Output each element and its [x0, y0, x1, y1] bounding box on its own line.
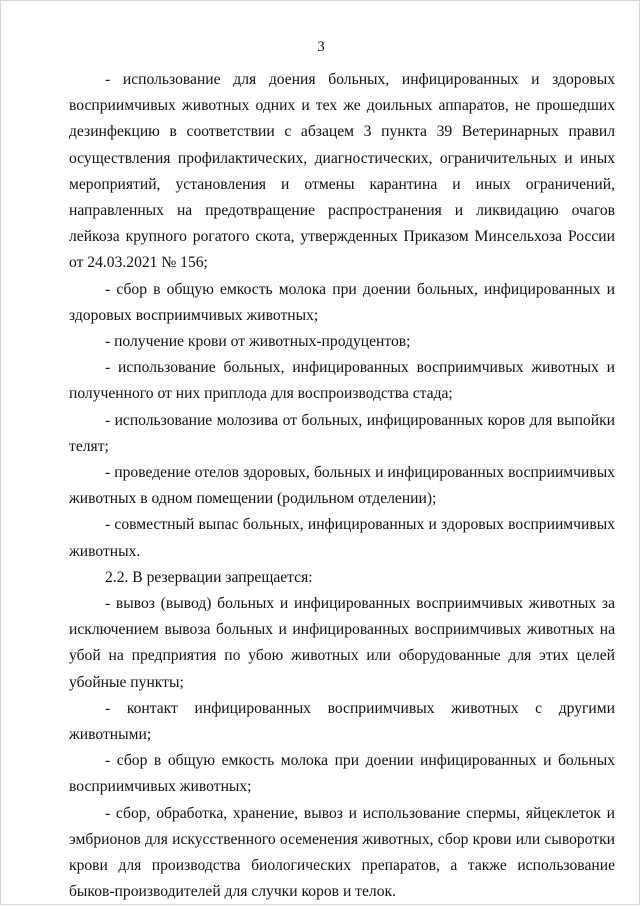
- paragraph: - использование молозива от больных, инфицированных коров для выпойки телят;: [69, 411, 615, 455]
- paragraph: - вывоз (вывод) больных и инфицированных восприимчивых животных за исключением вывоза больных и инфицированных восприимчивых животных на убой на предприятия по убою животных или оборудованные для этих целей убойные пункты;: [69, 595, 615, 691]
- paragraph: - сбор в общую емкость молока при доении инфицированных и больных восприимчивых животных;: [69, 752, 615, 796]
- paragraph: - контакт инфицированных восприимчивых животных с другими животными;: [69, 699, 615, 744]
- paragraph: - использование больных, инфицированных восприимчивых животных и полученного от них приплода для воспроизводства стада;: [69, 359, 615, 403]
- document-body: [69, 67, 615, 906]
- paragraph: - проведение отелов здоровых, больных и инфицированных восприимчивых животных в одном помещении (родильном отделении);: [69, 464, 615, 508]
- paragraph: - использование для доения больных, инфицированных и здоровых восприимчивых животных одних и тех же доильных аппаратов, не прошедших дезинфекцию в соответствии с абзацем 3 пункта 39 Ветеринарных правил осуществления профилактических, диагностических, ограничительных и иных мероприятий, установления и отмены карантина и иных ограничений, направленных на предотвращение распространения и ликвидацию очагов лейкоза крупного рогатого скота, утвержденных Приказом Минсельхоза России от 24.03.2021 № 156;: [69, 71, 615, 272]
- paragraph: - сбор, обработка, хранение, вывоз и использование спермы, яйцеклеток и эмбрионов для искусственного осеменения животных, сбор крови или сыворотки крови для производства биологических препаратов, а также использование быков-производителей для случки коров и телок.: [69, 804, 615, 901]
- paragraph: - совместный выпас больных, инфицированных и здоровых восприимчивых животных.: [69, 516, 615, 560]
- paragraph: - сбор в общую емкость молока при доении больных, инфицированных и здоровых восприимчивых животных;: [69, 280, 615, 324]
- paragraph: - получение крови от животных-продуцентов;: [105, 333, 411, 351]
- page-number: 3: [317, 39, 325, 55]
- section-heading: 2.2. В резервации запрещается:: [105, 568, 313, 586]
